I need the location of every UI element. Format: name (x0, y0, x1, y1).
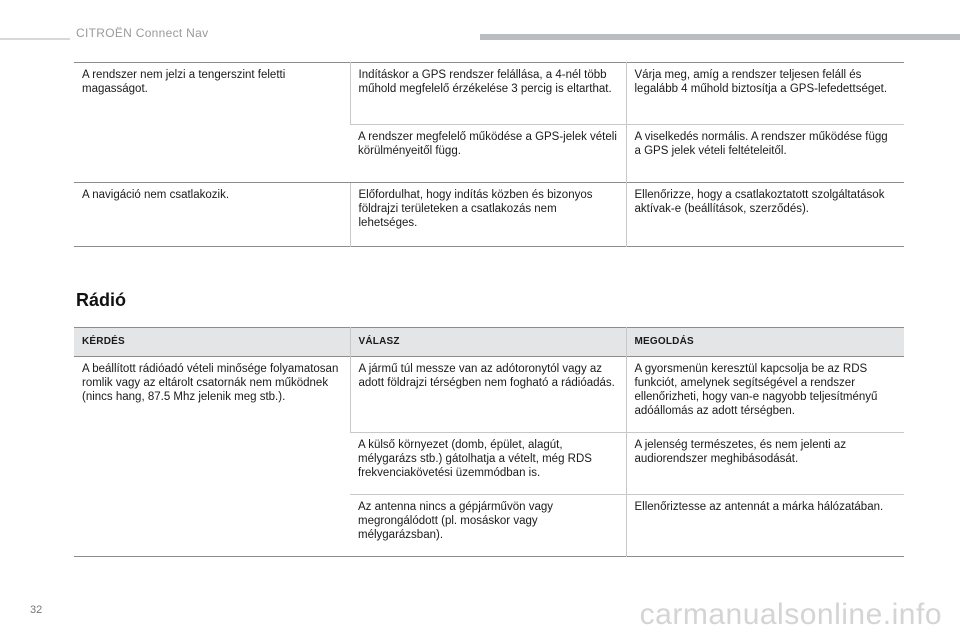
solution-cell: Várja meg, amíg a rendszer teljesen feláll és legalább 4 műhold biztosítja a GPS-lefedettséget. (626, 63, 904, 125)
solution-cell: A gyorsmenün keresztül kapcsolja be az RDS funkciót, amelynek segítségével a rendszer ellenőrizheti, hogy van-e nagyobb teljesítményű adóállomás az adott térségben. (626, 357, 904, 433)
problem-cell: A beállított rádióadó vételi minősége folyamatosan romlik vagy az eltárolt csatornák nem működnek (nincs hang, 87.5 Mhz jelenik meg stb.). (74, 357, 350, 557)
manual-header-title: CITROËN Connect Nav (76, 26, 209, 40)
watermark: carmanualsonline.info (639, 598, 942, 631)
table-row (74, 63, 904, 125)
table-row (74, 183, 904, 247)
gps-troubleshooting-table (74, 62, 904, 247)
solution-cell: A jelenség természetes, és nem jelenti az audiorendszer meghibásodását. (626, 433, 904, 495)
answer-cell: A jármű túl messze van az adótoronytól vagy az adott földrajzi térségben nem fogható a rádióadás. (350, 357, 626, 433)
header-rule-left (0, 38, 70, 40)
answer-cell: Előfordulhat, hogy indítás közben és bizonyos földrajzi területeken a csatlakozás nem lehetséges. (350, 183, 626, 247)
solution-cell: A viselkedés normális. A rendszer működése függ a GPS jelek vételi feltételeitől. (626, 125, 904, 183)
table-header-row (74, 328, 904, 357)
column-header-solution: MEGOLDÁS (626, 328, 904, 357)
answer-cell: Indításkor a GPS rendszer felállása, a 4-nél több műhold megfelelő érzékelése 3 percig is eltarthat. (350, 63, 626, 125)
table-row (74, 357, 904, 433)
page-number: 32 (30, 604, 43, 616)
solution-cell: Ellenőriztesse az antennát a márka hálózatában. (626, 495, 904, 557)
answer-cell: Az antenna nincs a gépjárművön vagy megrongálódott (pl. mosáskor vagy mélygarázsban). (358, 501, 553, 541)
problem-cell: A rendszer nem jelzi a tengerszint feletti magasságot. (74, 63, 350, 183)
section-heading-radio: Rádió (76, 290, 127, 310)
solution-cell: Ellenőrizze, hogy a csatlakoztatott szolgáltatások aktívak-e (beállítások, szerződés). (626, 183, 904, 247)
column-header-question: KÉRDÉS (74, 328, 350, 357)
answer-cell: A külső környezet (domb, épület, alagút, mélygarázs stb.) gátolhatja a vételt, még RDS frekvenciakövetési üzemmódban is. (358, 439, 592, 479)
column-header-answer: VÁLASZ (350, 328, 626, 357)
answer-cell: A rendszer megfelelő működése a GPS-jelek vételi körülményeitől függ. (358, 131, 617, 157)
header-rule-right (480, 34, 960, 40)
problem-cell: A navigáció nem csatlakozik. (82, 189, 230, 201)
radio-troubleshooting-table (74, 327, 904, 557)
